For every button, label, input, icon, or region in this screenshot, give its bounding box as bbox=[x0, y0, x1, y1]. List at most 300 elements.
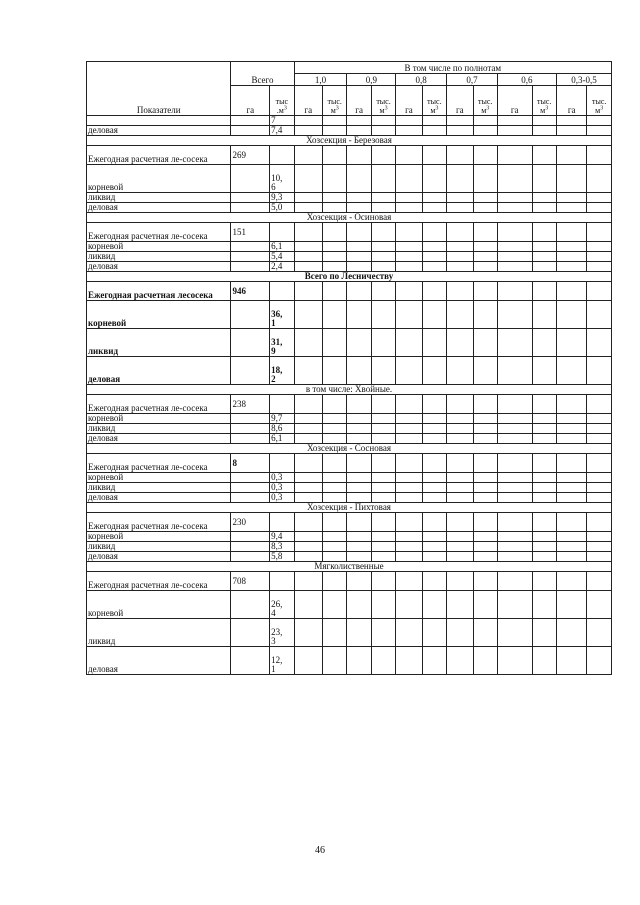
table-row bbox=[87, 513, 612, 532]
empty-cell bbox=[396, 357, 422, 385]
empty-cell bbox=[497, 301, 532, 329]
empty-cell bbox=[323, 282, 347, 301]
empty-cell bbox=[447, 395, 473, 414]
section-row bbox=[87, 385, 612, 395]
volume-part: 31, bbox=[271, 337, 283, 347]
empty-cell bbox=[422, 146, 446, 165]
empty-cell bbox=[323, 619, 347, 647]
empty-cell bbox=[323, 165, 347, 193]
empty-cell bbox=[396, 424, 422, 434]
volume-part: 3 bbox=[271, 636, 276, 646]
total-volume bbox=[270, 572, 294, 591]
empty-cell bbox=[587, 619, 612, 647]
density-header: 1,0 bbox=[294, 74, 347, 86]
total-ha bbox=[231, 647, 270, 675]
empty-cell bbox=[347, 542, 371, 552]
empty-cell bbox=[323, 552, 347, 562]
total-volume bbox=[270, 329, 294, 357]
empty-cell bbox=[422, 454, 446, 473]
empty-cell bbox=[371, 647, 395, 675]
empty-cell bbox=[371, 513, 395, 532]
row-label: корневой bbox=[87, 242, 231, 252]
empty-cell bbox=[422, 424, 446, 434]
table-row bbox=[87, 542, 612, 552]
empty-cell bbox=[556, 591, 587, 619]
unit-thous-label: тыс. bbox=[592, 97, 607, 106]
row-label: деловая bbox=[87, 493, 231, 503]
volume-part: 7 bbox=[271, 115, 276, 125]
empty-cell bbox=[294, 252, 322, 262]
empty-cell bbox=[532, 126, 556, 136]
empty-cell bbox=[422, 532, 446, 542]
empty-cell bbox=[587, 329, 612, 357]
empty-cell bbox=[556, 116, 587, 126]
unit-m3-label: м bbox=[430, 106, 436, 115]
empty-cell bbox=[497, 414, 532, 424]
empty-cell bbox=[323, 252, 347, 262]
empty-cell bbox=[497, 542, 532, 552]
empty-cell bbox=[497, 282, 532, 301]
row-label: корневой bbox=[87, 301, 231, 329]
empty-cell bbox=[371, 301, 395, 329]
empty-cell bbox=[532, 434, 556, 444]
empty-cell bbox=[556, 424, 587, 434]
total-volume bbox=[270, 424, 294, 434]
empty-cell bbox=[497, 252, 532, 262]
empty-cell bbox=[294, 329, 322, 357]
unit-m3-label: м bbox=[481, 106, 487, 115]
total-ha bbox=[231, 242, 270, 252]
empty-cell bbox=[371, 619, 395, 647]
empty-cell bbox=[532, 483, 556, 493]
empty-cell bbox=[587, 424, 612, 434]
empty-cell bbox=[473, 473, 497, 483]
table-row bbox=[87, 146, 612, 165]
empty-cell bbox=[294, 414, 322, 424]
empty-cell bbox=[532, 647, 556, 675]
empty-cell bbox=[294, 193, 322, 203]
density-header: 0,9 bbox=[347, 74, 396, 86]
empty-cell bbox=[587, 434, 612, 444]
empty-cell bbox=[497, 395, 532, 414]
empty-cell bbox=[323, 473, 347, 483]
total-volume bbox=[270, 262, 294, 272]
empty-cell bbox=[497, 223, 532, 242]
total-volume bbox=[270, 434, 294, 444]
empty-cell bbox=[347, 483, 371, 493]
total-volume bbox=[270, 483, 294, 493]
empty-cell bbox=[294, 513, 322, 532]
empty-cell bbox=[556, 532, 587, 542]
empty-cell bbox=[497, 424, 532, 434]
unit-m3-label: .м bbox=[276, 106, 284, 115]
empty-cell bbox=[347, 647, 371, 675]
empty-cell bbox=[396, 242, 422, 252]
empty-cell bbox=[587, 473, 612, 483]
empty-cell bbox=[323, 242, 347, 252]
empty-cell bbox=[556, 473, 587, 483]
total-ha bbox=[231, 262, 270, 272]
empty-cell bbox=[587, 395, 612, 414]
total-ha bbox=[231, 552, 270, 562]
empty-cell bbox=[532, 414, 556, 424]
empty-cell bbox=[294, 619, 322, 647]
empty-cell bbox=[371, 552, 395, 562]
total-ha bbox=[231, 329, 270, 357]
empty-cell bbox=[323, 395, 347, 414]
empty-cell bbox=[396, 434, 422, 444]
empty-cell bbox=[556, 619, 587, 647]
empty-cell bbox=[396, 252, 422, 262]
volume-part: 23, bbox=[271, 627, 283, 637]
empty-cell bbox=[396, 395, 422, 414]
empty-cell bbox=[556, 434, 587, 444]
section-title: Мягколиственные bbox=[87, 562, 612, 572]
empty-cell bbox=[447, 454, 473, 473]
empty-cell bbox=[347, 591, 371, 619]
total-volume bbox=[270, 532, 294, 542]
table-row bbox=[87, 532, 612, 542]
empty-cell bbox=[497, 357, 532, 385]
total-ha bbox=[231, 424, 270, 434]
empty-cell bbox=[422, 329, 446, 357]
total-ha bbox=[231, 252, 270, 262]
unit-thous-label: тыс. bbox=[427, 97, 442, 106]
empty-cell bbox=[422, 591, 446, 619]
empty-cell bbox=[347, 357, 371, 385]
empty-cell bbox=[396, 116, 422, 126]
empty-cell bbox=[556, 301, 587, 329]
density-header: 0,8 bbox=[396, 74, 447, 86]
table-row bbox=[87, 242, 612, 252]
empty-cell bbox=[396, 532, 422, 542]
empty-cell bbox=[371, 357, 395, 385]
volume-part: 18, bbox=[271, 365, 283, 375]
empty-cell bbox=[323, 203, 347, 213]
empty-cell bbox=[497, 513, 532, 532]
section-title: Хозсекция - Сосновая bbox=[87, 444, 612, 454]
empty-cell bbox=[532, 572, 556, 591]
table-row bbox=[87, 223, 612, 242]
row-label: Ежегодная расчетная лесосека bbox=[87, 282, 231, 301]
section-row bbox=[87, 213, 612, 223]
empty-cell bbox=[323, 329, 347, 357]
unit-thous-m3: тыс. $м^3$ bbox=[587, 86, 612, 116]
volume-part: 26, bbox=[271, 599, 283, 609]
empty-cell bbox=[473, 252, 497, 262]
total-volume bbox=[270, 193, 294, 203]
empty-cell bbox=[323, 493, 347, 503]
empty-cell bbox=[371, 126, 395, 136]
empty-cell bbox=[473, 165, 497, 193]
empty-cell bbox=[447, 424, 473, 434]
unit-thous-m3: тыс. $м^3$ bbox=[371, 86, 395, 116]
empty-cell bbox=[347, 454, 371, 473]
empty-cell bbox=[347, 165, 371, 193]
empty-cell bbox=[447, 262, 473, 272]
empty-cell bbox=[587, 572, 612, 591]
empty-cell bbox=[497, 434, 532, 444]
total-ha bbox=[231, 532, 270, 542]
empty-cell bbox=[294, 473, 322, 483]
empty-cell bbox=[587, 301, 612, 329]
empty-cell bbox=[532, 329, 556, 357]
row-label: деловая bbox=[87, 126, 231, 136]
empty-cell bbox=[422, 473, 446, 483]
total-volume bbox=[270, 542, 294, 552]
volume-part: 7,4 bbox=[271, 125, 283, 135]
empty-cell bbox=[473, 146, 497, 165]
empty-cell bbox=[371, 591, 395, 619]
empty-cell bbox=[497, 116, 532, 126]
unit-ha: га bbox=[347, 86, 371, 116]
table-row bbox=[87, 262, 612, 272]
total-volume bbox=[270, 513, 294, 532]
empty-cell bbox=[347, 116, 371, 126]
total-ha: 8 bbox=[231, 454, 270, 473]
total-ha: 708 bbox=[231, 572, 270, 591]
empty-cell bbox=[587, 532, 612, 542]
empty-cell bbox=[473, 591, 497, 619]
volume-part: 6,1 bbox=[271, 433, 283, 443]
row-label: ликвид bbox=[87, 329, 231, 357]
empty-cell bbox=[422, 395, 446, 414]
empty-cell bbox=[347, 424, 371, 434]
empty-cell bbox=[422, 552, 446, 562]
empty-cell bbox=[294, 591, 322, 619]
total-volume bbox=[270, 473, 294, 483]
row-label: корневой bbox=[87, 473, 231, 483]
row-label: корневой bbox=[87, 414, 231, 424]
row-label: деловая bbox=[87, 434, 231, 444]
empty-cell bbox=[447, 242, 473, 252]
empty-cell bbox=[396, 329, 422, 357]
empty-cell bbox=[347, 262, 371, 272]
table-row bbox=[87, 126, 612, 136]
table-row bbox=[87, 619, 612, 647]
empty-cell bbox=[294, 116, 322, 126]
empty-cell bbox=[347, 493, 371, 503]
empty-cell bbox=[347, 572, 371, 591]
total-ha: 230 bbox=[231, 513, 270, 532]
empty-cell bbox=[447, 282, 473, 301]
unit-m3-label: м bbox=[330, 106, 336, 115]
empty-cell bbox=[347, 532, 371, 542]
total-volume bbox=[270, 414, 294, 424]
total-ha bbox=[231, 493, 270, 503]
empty-cell bbox=[294, 454, 322, 473]
empty-cell bbox=[447, 483, 473, 493]
empty-cell bbox=[294, 262, 322, 272]
empty-cell bbox=[587, 262, 612, 272]
empty-cell bbox=[447, 223, 473, 242]
empty-cell bbox=[497, 473, 532, 483]
empty-cell bbox=[396, 262, 422, 272]
empty-cell bbox=[587, 126, 612, 136]
empty-cell bbox=[396, 146, 422, 165]
row-label: деловая bbox=[87, 647, 231, 675]
empty-cell bbox=[587, 203, 612, 213]
empty-cell bbox=[556, 647, 587, 675]
row-label: корневой bbox=[87, 591, 231, 619]
empty-cell bbox=[422, 165, 446, 193]
header-by-density: В том числе по полнотам bbox=[294, 62, 611, 74]
empty-cell bbox=[556, 542, 587, 552]
total-ha bbox=[231, 473, 270, 483]
empty-cell bbox=[532, 542, 556, 552]
empty-cell bbox=[347, 434, 371, 444]
empty-cell bbox=[532, 619, 556, 647]
empty-cell bbox=[532, 203, 556, 213]
total-ha bbox=[231, 301, 270, 329]
empty-cell bbox=[556, 223, 587, 242]
total-volume bbox=[270, 165, 294, 193]
empty-cell bbox=[323, 262, 347, 272]
empty-cell bbox=[556, 414, 587, 424]
empty-cell bbox=[587, 647, 612, 675]
empty-cell bbox=[422, 116, 446, 126]
volume-part: 2,4 bbox=[271, 261, 283, 271]
row-label: Ежегодная расчетная ле-сосека bbox=[87, 395, 231, 414]
table-row bbox=[87, 483, 612, 493]
empty-cell bbox=[497, 591, 532, 619]
table-row bbox=[87, 395, 612, 414]
empty-cell bbox=[371, 473, 395, 483]
unit-thous-label: тыс bbox=[275, 97, 289, 106]
empty-cell bbox=[294, 146, 322, 165]
empty-cell bbox=[473, 619, 497, 647]
empty-cell bbox=[497, 454, 532, 473]
empty-cell bbox=[422, 223, 446, 242]
empty-cell bbox=[532, 552, 556, 562]
empty-cell bbox=[532, 424, 556, 434]
empty-cell bbox=[323, 357, 347, 385]
volume-part: 2 bbox=[271, 374, 276, 384]
empty-cell bbox=[447, 301, 473, 329]
empty-cell bbox=[556, 203, 587, 213]
empty-cell bbox=[532, 591, 556, 619]
total-ha: 269 bbox=[231, 146, 270, 165]
empty-cell bbox=[396, 193, 422, 203]
section-title: Всего по Лесничеству bbox=[87, 272, 612, 282]
table-row bbox=[87, 454, 612, 473]
empty-cell bbox=[323, 193, 347, 203]
total-ha bbox=[231, 542, 270, 552]
section-row bbox=[87, 562, 612, 572]
empty-cell bbox=[532, 262, 556, 272]
empty-cell bbox=[447, 165, 473, 193]
density-header: 0,6 bbox=[497, 74, 556, 86]
empty-cell bbox=[396, 126, 422, 136]
empty-cell bbox=[473, 513, 497, 532]
empty-cell bbox=[323, 647, 347, 675]
empty-cell bbox=[447, 532, 473, 542]
volume-part: 6,1 bbox=[271, 241, 283, 251]
empty-cell bbox=[323, 301, 347, 329]
empty-cell bbox=[396, 203, 422, 213]
empty-cell bbox=[422, 301, 446, 329]
empty-cell bbox=[323, 454, 347, 473]
total-volume bbox=[270, 223, 294, 242]
empty-cell bbox=[556, 193, 587, 203]
empty-cell bbox=[587, 414, 612, 424]
empty-cell bbox=[532, 513, 556, 532]
empty-cell bbox=[371, 262, 395, 272]
empty-cell bbox=[532, 473, 556, 483]
empty-cell bbox=[447, 126, 473, 136]
volume-part: 6 bbox=[271, 182, 276, 192]
empty-cell bbox=[497, 619, 532, 647]
empty-cell bbox=[497, 203, 532, 213]
empty-cell bbox=[422, 483, 446, 493]
empty-cell bbox=[587, 165, 612, 193]
section-title: Хозсекция - Осиновая bbox=[87, 213, 612, 223]
empty-cell bbox=[371, 395, 395, 414]
empty-cell bbox=[532, 116, 556, 126]
empty-cell bbox=[473, 203, 497, 213]
total-ha: 238 bbox=[231, 395, 270, 414]
empty-cell bbox=[371, 454, 395, 473]
empty-cell bbox=[347, 282, 371, 301]
empty-cell bbox=[323, 146, 347, 165]
empty-cell bbox=[587, 193, 612, 203]
empty-cell bbox=[323, 116, 347, 126]
empty-cell bbox=[473, 414, 497, 424]
empty-cell bbox=[473, 552, 497, 562]
empty-cell bbox=[294, 223, 322, 242]
empty-cell bbox=[473, 483, 497, 493]
empty-cell bbox=[556, 262, 587, 272]
empty-cell bbox=[447, 647, 473, 675]
volume-part: 8,3 bbox=[271, 541, 283, 551]
empty-cell bbox=[447, 193, 473, 203]
empty-cell bbox=[587, 252, 612, 262]
table-row bbox=[87, 282, 612, 301]
empty-cell bbox=[447, 619, 473, 647]
section-row bbox=[87, 444, 612, 454]
empty-cell bbox=[347, 203, 371, 213]
empty-cell bbox=[371, 424, 395, 434]
empty-cell bbox=[294, 434, 322, 444]
empty-cell bbox=[497, 493, 532, 503]
volume-part: 8,6 bbox=[271, 423, 283, 433]
empty-cell bbox=[447, 572, 473, 591]
empty-cell bbox=[371, 493, 395, 503]
empty-cell bbox=[422, 126, 446, 136]
volume-part: 9,3 bbox=[271, 192, 283, 202]
empty-cell bbox=[532, 165, 556, 193]
volume-part: 5,8 bbox=[271, 551, 283, 561]
total-ha bbox=[231, 116, 270, 126]
empty-cell bbox=[473, 242, 497, 252]
row-label: корневой bbox=[87, 532, 231, 542]
empty-cell bbox=[396, 619, 422, 647]
unit-thous-m3: тыс. $м^3$ bbox=[473, 86, 497, 116]
empty-cell bbox=[447, 552, 473, 562]
empty-cell bbox=[294, 357, 322, 385]
total-ha: 946 bbox=[231, 282, 270, 301]
empty-cell bbox=[587, 483, 612, 493]
row-label: ликвид bbox=[87, 424, 231, 434]
empty-cell bbox=[422, 262, 446, 272]
empty-cell bbox=[371, 434, 395, 444]
empty-cell bbox=[497, 329, 532, 357]
empty-cell bbox=[473, 542, 497, 552]
empty-cell bbox=[497, 532, 532, 542]
unit-thous-m3: тыс. $м^3$ bbox=[323, 86, 347, 116]
empty-cell bbox=[323, 532, 347, 542]
empty-cell bbox=[396, 591, 422, 619]
